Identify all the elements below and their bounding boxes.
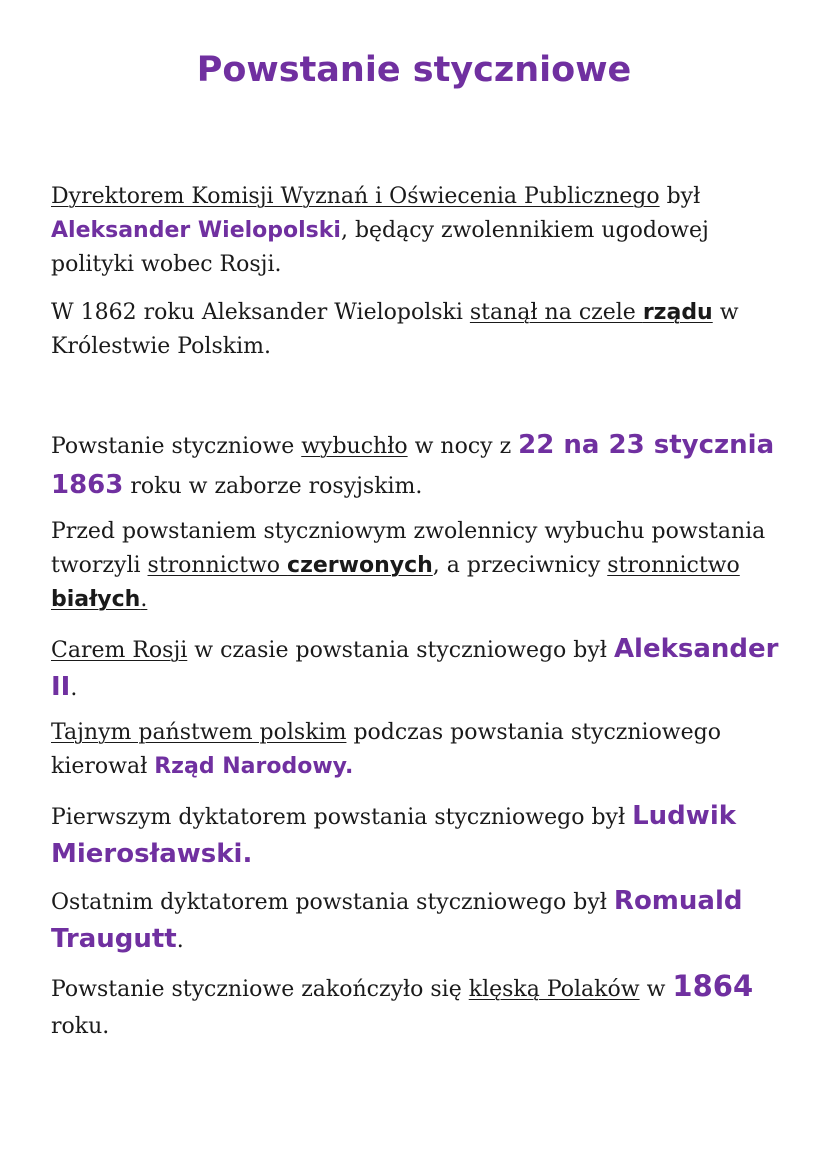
text: w — [639, 977, 673, 1002]
highlight-name: Ludwik Mierosławski. — [51, 801, 737, 869]
paragraph-wielopolski-government — [51, 296, 791, 364]
text: w Królestwie Polskim. — [51, 300, 739, 359]
text: był — [659, 184, 701, 209]
paragraph-wielopolski-director — [51, 180, 791, 282]
text: stronnictwo — [147, 553, 288, 578]
underlined-phrase — [470, 300, 713, 325]
underlined-phrase: Dyrektorem Komisji Wyznań i Oświecenia Publicznego — [51, 184, 660, 209]
highlight-date: 1864 — [672, 969, 754, 1003]
text: w nocy z — [407, 434, 519, 459]
text: roku. — [51, 1014, 110, 1039]
text: . — [140, 587, 148, 612]
text: stronnictwo — [607, 553, 740, 578]
text: Przed powstaniem styczniowym zwolennicy wybuchu powstania tworzyli — [51, 519, 766, 578]
bold-term: rządu — [642, 300, 713, 325]
text: Powstanie styczniowe zakończyło się — [51, 977, 469, 1002]
text: w czasie powstania styczniowego był — [187, 638, 614, 663]
highlight-name: Aleksander Wielopolski — [51, 218, 341, 243]
text: . — [176, 928, 184, 953]
text: W 1862 roku Aleksander Wielopolski — [51, 300, 470, 325]
paragraph-secret-state — [51, 716, 791, 784]
paragraph-first-dictator — [51, 798, 791, 874]
text: roku w zaborze rosyjskim. — [123, 474, 423, 499]
highlight-name: Aleksander II — [51, 634, 779, 702]
underlined-phrase: Carem Rosji — [51, 638, 188, 663]
text: Powstanie styczniowe — [51, 434, 302, 459]
text: , a przeciwnicy — [432, 553, 608, 578]
text: podczas powstania styczniowego kierował — [51, 720, 721, 779]
paragraph-last-dictator — [51, 883, 791, 959]
paragraph-defeat — [51, 968, 791, 1045]
underlined-phrase — [148, 553, 433, 578]
highlight-name: Rząd Narodowy. — [154, 754, 354, 779]
text: Ostatnim dyktatorem powstania styczniowego był — [51, 890, 614, 915]
text: stanął na czele — [469, 300, 643, 325]
paragraph-tsar — [51, 631, 791, 707]
paragraph-outbreak — [51, 426, 791, 506]
text: , będący zwolennikiem ugodowej polityki wobec Rosji. — [51, 218, 709, 277]
paragraph-factions — [51, 515, 791, 617]
bold-term: białych — [51, 587, 141, 612]
underlined-phrase: Tajnym państwem polskim — [51, 720, 347, 745]
text: Pierwszym dyktatorem powstania styczniowego był — [51, 805, 633, 830]
text: . — [70, 676, 78, 701]
bold-term: czerwonych — [287, 553, 433, 578]
underlined-phrase: klęską Polaków — [468, 977, 640, 1002]
highlight-name: Romuald Traugutt — [51, 886, 743, 954]
underlined-phrase: wybuchło — [301, 434, 408, 459]
page-title: Powstanie styczniowe — [196, 50, 632, 90]
highlight-date: 22 na 23 stycznia 1863 — [51, 430, 775, 500]
